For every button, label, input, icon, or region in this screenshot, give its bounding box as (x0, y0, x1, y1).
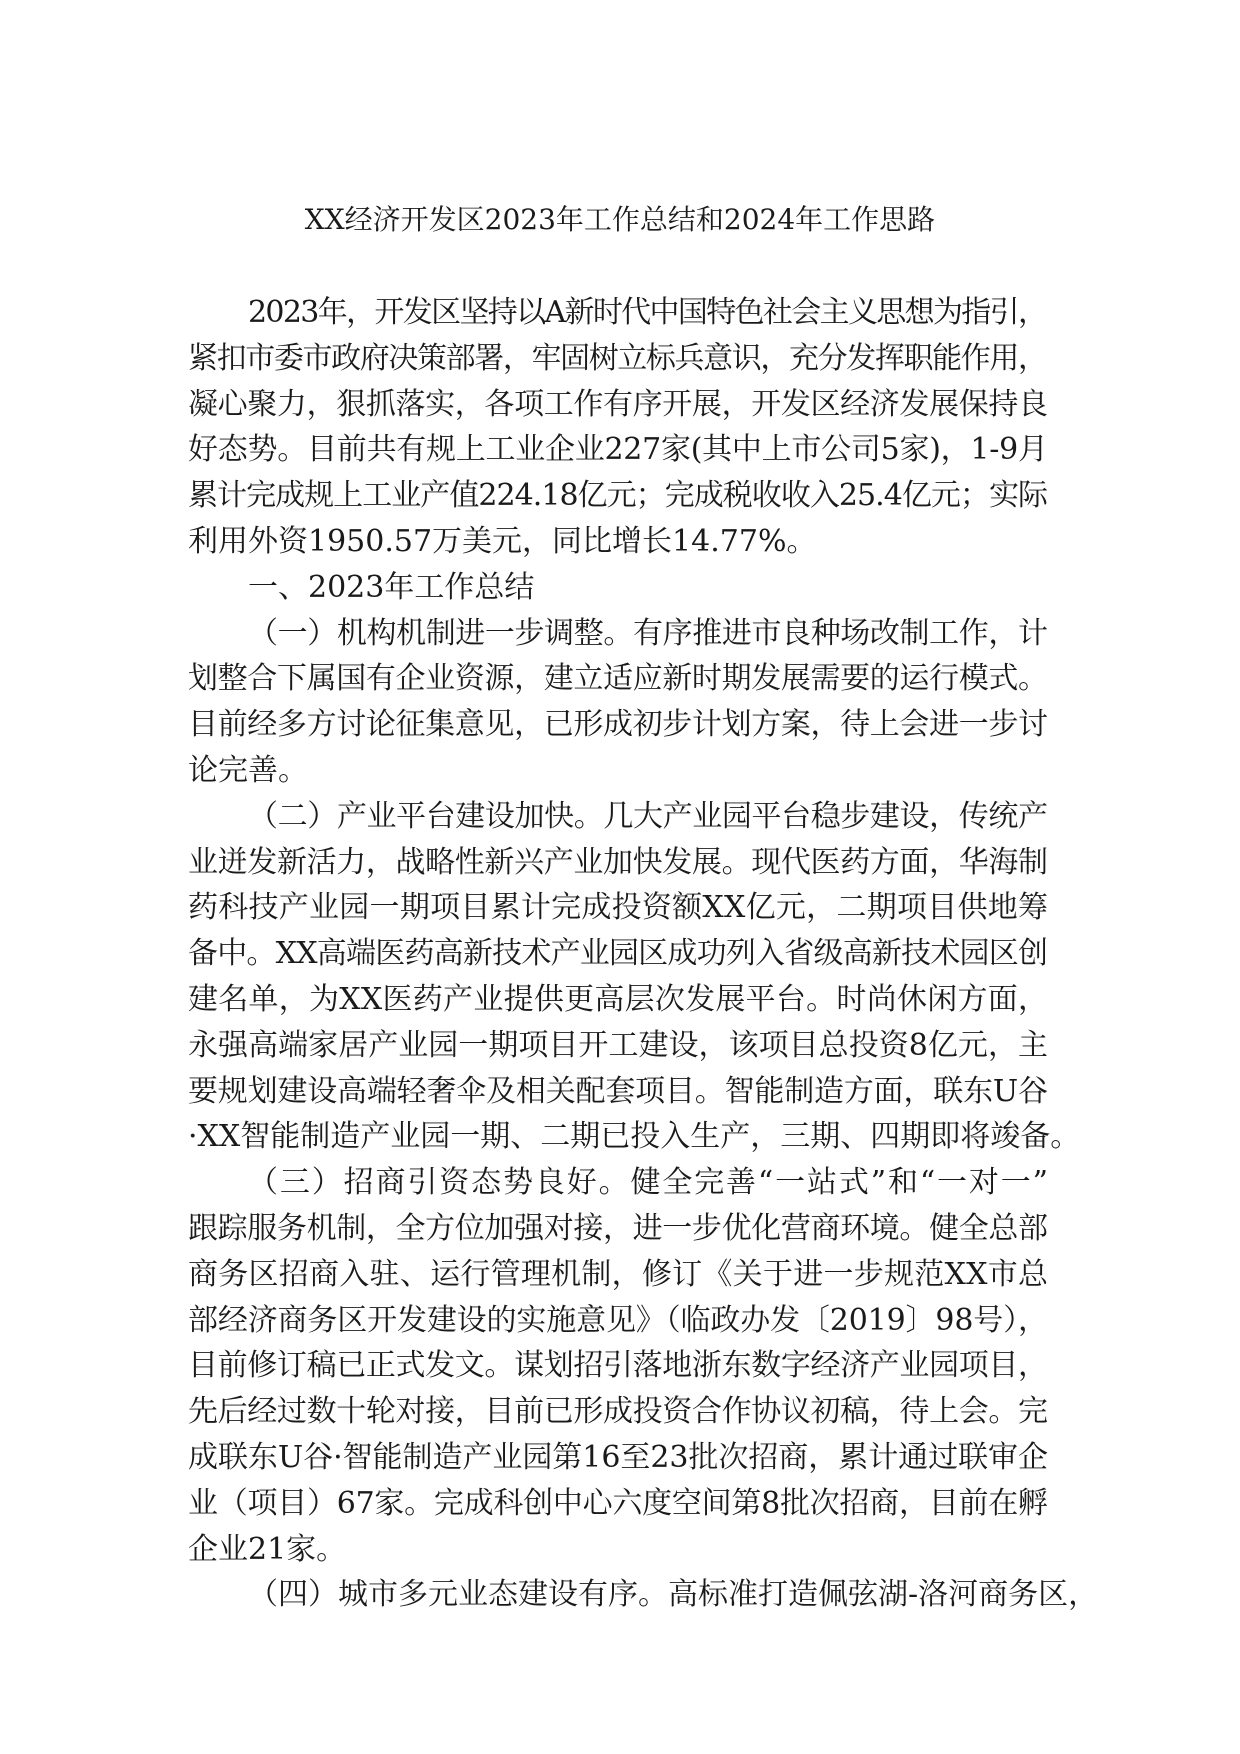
text-line: 药科技产业园一期项目累计完成投资额XX亿元，二期项目供地筹 (188, 890, 1049, 926)
text-line: 业（项目）67家。完成科创中心六度空间第8批次招商，目前在孵 (188, 1485, 1048, 1521)
text-line: 利用外资1950.57万美元，同比增长14.77%。 (188, 523, 817, 559)
document-page (188, 0, 1099, 1754)
text-line: ·XX智能制造产业园一期、二期已投入生产，三期、四期即将竣备。 (188, 1119, 1081, 1155)
text-line: 累计完成规上工业产值224.18亿元；完成税收收入25.4亿元；实际 (188, 478, 1048, 514)
text-line: 备中。XX高端医药高新技术产业园区成功列入省级高新技术园区创 (188, 936, 1048, 972)
text-line: 商务区招商入驻、运行管理机制，修订《关于进一步规范XX市总 (188, 1256, 1049, 1292)
text-line: 业迸发新活力，战略性新兴产业加快发展。现代医药方面，华海制 (188, 844, 1048, 880)
paragraph-section-3 (188, 1160, 1048, 1572)
text-line: 紧扣市委市政府决策部署，牢固树立标兵意识，充分发挥职能作用， (188, 340, 1047, 376)
text-line: 跟踪服务机制，全方位加强对接，进一步优化营商环境。健全总部 (188, 1210, 1048, 1246)
document-body (188, 290, 1099, 1618)
text-line: 部经济商务区开发建设的实施意见》（临政办发〔2019〕98号）， (188, 1302, 1048, 1338)
text-line: （三）招商引资态势良好。健全完善“一站式”和“一对一” (248, 1165, 1050, 1201)
text-line: 目前经多方讨论征集意见，已形成初步计划方案，待上会进一步讨 (188, 707, 1048, 743)
paragraph-section-2 (188, 794, 1081, 1160)
text-line: 论完善。 (188, 752, 308, 788)
text-line: 建名单，为XX医药产业提供更高层次发展平台。时尚休闲方面， (188, 981, 1049, 1017)
text-line: （四）城市多元业态建设有序。高标准打造佩弦湖-洛河商务区， (248, 1577, 1099, 1613)
text-line: 先后经过数十轮对接，目前已形成投资合作协议初稿，待上会。完 (188, 1394, 1048, 1430)
text-line: 目前修订稿已正式发文。谋划招引落地浙东数字经济产业园项目， (188, 1348, 1048, 1384)
text-line: （二）产业平台建设加快。几大产业园平台稳步建设，传统产 (248, 798, 1048, 834)
section-heading (188, 565, 1048, 611)
paragraph-section-1 (188, 611, 1048, 794)
document-title: XX经济开发区2023年工作总结和2024年工作思路 (304, 203, 936, 236)
text-line: （一）机构机制进一步调整。有序推进市良种场改制工作，计 (248, 615, 1048, 651)
text-line: 企业21家。 (188, 1531, 347, 1567)
paragraph-intro (188, 290, 1048, 565)
paragraph-section-4 (188, 1572, 1099, 1618)
text-line: 永强高端家居产业园一期项目开工建设，该项目总投资8亿元，主 (188, 1027, 1049, 1063)
text-line: 一、2023年工作总结 (248, 569, 535, 605)
text-line: 好态势。目前共有规上工业企业227家(其中上市公司5家)，1-9月 (188, 432, 1048, 468)
text-line: 成联东U谷·智能制造产业园第16至23批次招商，累计通过联审企 (188, 1439, 1048, 1475)
text-line: 要规划建设高端轻奢伞及相关配套项目。智能制造方面，联东U谷 (188, 1073, 1048, 1109)
text-line: 凝心聚力，狠抓落实，各项工作有序开展，开发区经济发展保持良 (188, 386, 1048, 422)
text-line: 2023年，开发区坚持以A新时代中国特色社会主义思想为指引， (248, 295, 1047, 330)
text-line: 划整合下属国有企业资源，建立适应新时期发展需要的运行模式。 (188, 661, 1048, 697)
